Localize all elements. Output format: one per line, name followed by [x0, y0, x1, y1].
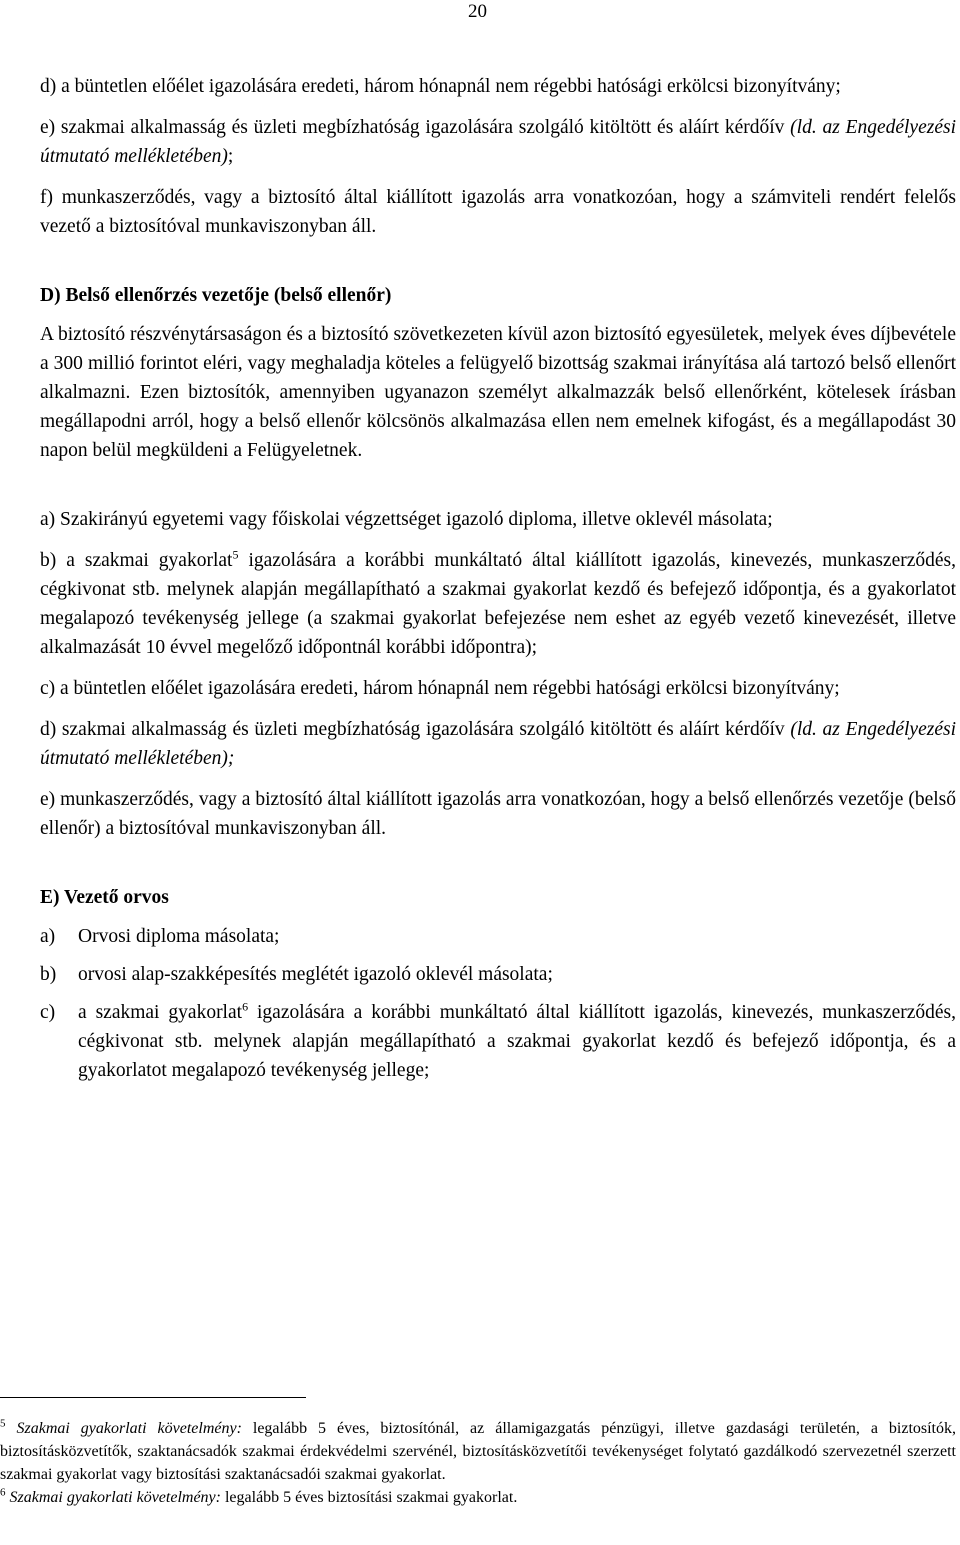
footnote-ref-6[interactable]: 6: [242, 999, 249, 1014]
footnote-title: Szakmai gyakorlati követelmény:: [9, 1489, 221, 1506]
paragraph-d-b: [40, 546, 956, 662]
page-number: 20: [468, 1, 487, 22]
list-item-label: a): [40, 926, 56, 947]
list-item: [40, 922, 956, 951]
paragraph-d-a: a) Szakirányú egyetemi vagy főiskolai végzettséget igazoló diploma, illetve oklevél másolata;: [40, 509, 773, 530]
paragraph-c-e: [40, 113, 956, 171]
paragraph-d-d-italic: (ld. az Engedélyezési útmutató mellékletében);: [40, 719, 956, 769]
list-item-c-text: a szakmai gyakorlat: [78, 1002, 243, 1023]
paragraph-d-c: c) a büntetlen előélet igazolására eredeti, három hónapnál nem régebbi hatósági erkölcsi bizonyítvány;: [40, 678, 840, 699]
footnote-5: [0, 1417, 956, 1486]
footnote-6: [0, 1486, 956, 1509]
paragraph-d-d: [40, 715, 956, 773]
list-item: [40, 998, 956, 1085]
paragraph-c-e-italic: (ld. az Engedélyezési útmutató mellékletében): [40, 117, 956, 167]
paragraph-d-b-text: b) a szakmai gyakorlat: [40, 550, 233, 571]
list-item-label: b): [40, 964, 57, 985]
footnote-number: 6: [0, 1486, 6, 1499]
list-item-c-rest: igazolására a korábbi munkáltató által kiállított igazolás, kinevezés, munkaszerződés, cégkivonat stb. melynek alapján megállapítható a szakmai gyakorlat kezdő és befejező időpontja, és a gyakorlatot megalapozó tevékenység jellege;: [78, 1002, 957, 1081]
list-item: [40, 960, 956, 989]
footnote-title: Szakmai gyakorlati követelmény:: [16, 1420, 242, 1437]
footnote-separator: [0, 1397, 306, 1398]
section-e-heading: E) Vezető orvos: [40, 887, 169, 908]
list-item-label: c): [40, 1002, 56, 1023]
paragraph-d-d-text: d) szakmai alkalmasság és üzleti megbízhatóság igazolására szolgáló kitöltött és aláírt kérdőív: [40, 719, 791, 740]
section-d-intro: A biztosító részvénytársaságon és a biztosító szövetkezeten kívül azon biztosító egyesületek, melyek éves díjbevétele a 300 millió forintot eléri, vagy meghaladja köteles a felügyelő bizottság szakmai irányítása alá tartozó belső ellenőrt alkalmazni. Ezen biztosítók, amennyiben ugyanazon személyt alkalmazzák belső ellenőrként, kötelesek írásban megállapodni arról, hogy a belső ellenőr kölcsönös alkalmazása ellen nem emelnek kifogást, és a megállapodást 30 napon belül megküldeni a Felügyeletnek.: [40, 324, 956, 461]
footnote-text: legalább 5 éves biztosítási szakmai gyakorlat.: [220, 1489, 518, 1506]
document-body: [40, 72, 956, 1094]
section-d-heading: D) Belső ellenőrzés vezetője (belső ellenőr): [40, 285, 392, 306]
footnote-ref-5[interactable]: 5: [232, 547, 239, 562]
list-item-text: Orvosi diploma másolata;: [78, 926, 280, 947]
footnotes: [0, 1417, 956, 1509]
paragraph-d-b-rest: igazolására a korábbi munkáltató által kiállított igazolás, kinevezés, munkaszerződés, cégkivonat stb. melynek alapján megállapítható a szakmai gyakorlat kezdő és befejező időpontja, és a gyakorlatot megalapozó tevékenység jellege (a szakmai gyakorlat befejezése nem eshet az egyéb vezető kinevezését, illetve alkalmazását 10 évvel megelőző időpontnál korábbi időpontra);: [40, 550, 956, 658]
paragraph-d-e: e) munkaszerződés, vagy a biztosító által kiállított igazolás arra vonatkozóan, hogy a belső ellenőrzés vezetője (belső ellenőr) a biztosítóval munkaviszonyban áll.: [40, 789, 956, 839]
list-item-text: orvosi alap-szakképesítés meglétét igazoló oklevél másolata;: [78, 964, 553, 985]
list-item-text: [78, 998, 956, 1085]
footnote-number: 5: [0, 1417, 6, 1430]
footnote-text: legalább 5 éves, biztosítónál, az államigazgatás pénzügyi, illetve gazdasági területén, a biztosítók, biztosításközvetítők, szaktanácsadók szakmai érdekvédelmi szervénél, biztosításközvetítői tevékenységet folytató gazdálkodó szervezetnél szerzett szakmai gyakorlat vagy biztosítási szaktanácsadói szakmai gyakorlat.: [0, 1420, 957, 1483]
paragraph-c-e-text: e) szakmai alkalmasság és üzleti megbízhatóság igazolására szolgáló kitöltött és aláírt kérdőív: [40, 117, 791, 138]
section-e-list: [40, 922, 956, 1085]
paragraph-c-f: f) munkaszerződés, vagy a biztosító által kiállított igazolás arra vonatkozóan, hogy a számviteli rendért felelős vezető a biztosítóval munkaviszonyban áll.: [40, 187, 956, 237]
paragraph-c-d: d) a büntetlen előélet igazolására eredeti, három hónapnál nem régebbi hatósági erkölcsi bizonyítvány;: [40, 76, 841, 97]
paragraph-c-e-end: ;: [227, 146, 234, 167]
